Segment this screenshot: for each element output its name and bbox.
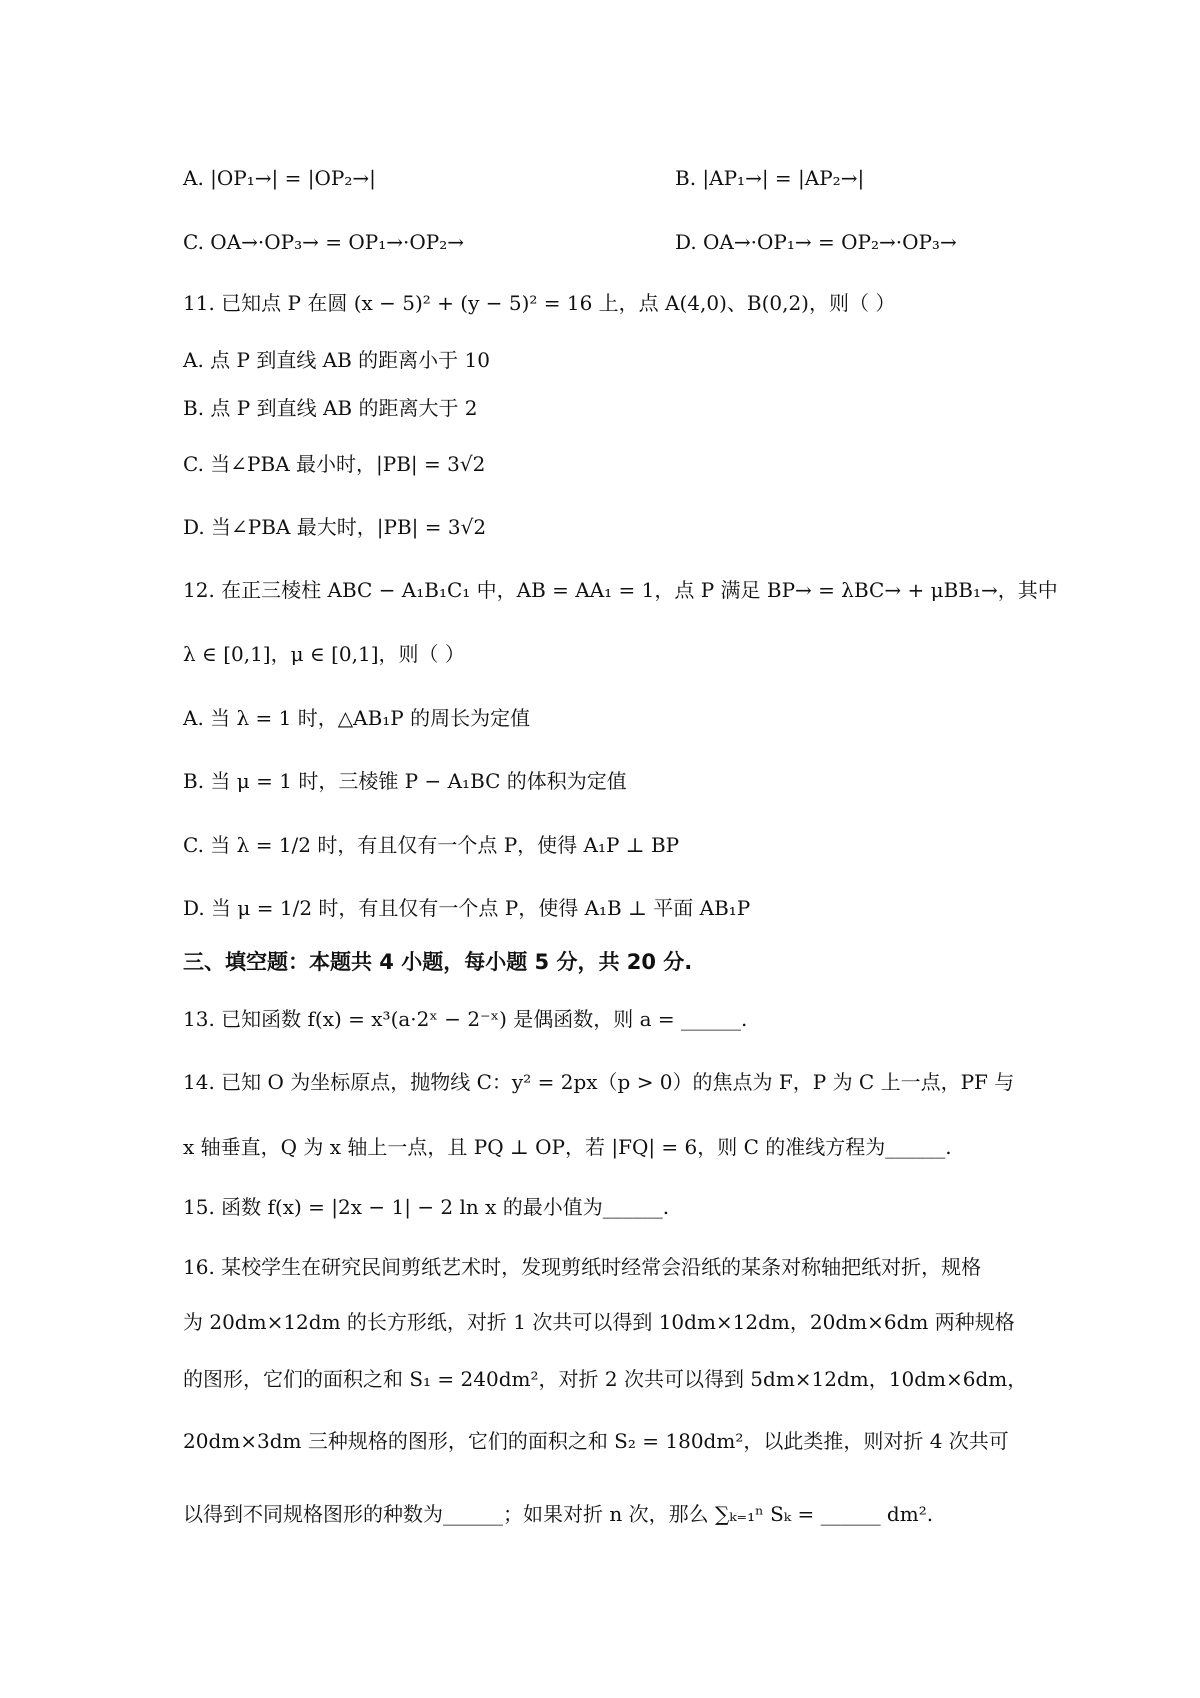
q13: 13. 已知函数 f(x) = x³(a·2ˣ − 2⁻ˣ) 是偶函数，则 a = ______. <box>183 1007 748 1031</box>
section3-heading: 三、填空题：本题共 4 小题，每小题 5 分，共 20 分. <box>183 950 693 974</box>
q12-stem-line1: 12. 在正三棱柱 ABC − A₁B₁C₁ 中，AB = AA₁ = 1，点 P 满足 BP→ = λBC→ + μBB₁→，其中 <box>183 578 1058 602</box>
q16-line4: 20dm×3dm 三种规格的图形，它们的面积之和 S₂ = 180dm²，以此类推，则对折 4 次共可 <box>183 1429 1009 1453</box>
q16-line1: 16. 某校学生在研究民间剪纸艺术时，发现剪纸时经常会沿纸的某条对称轴把纸对折，规格 <box>183 1255 982 1279</box>
q14-line1: 14. 已知 O 为坐标原点，抛物线 C：y² = 2px（p > 0）的焦点为 F，P 为 C 上一点，PF 与 <box>183 1070 1015 1094</box>
q11-stem: 11. 已知点 P 在圆 (x − 5)² + (y − 5)² = 16 上，点 A(4,0)、B(0,2)，则（ ） <box>183 291 896 315</box>
q11-option-c: C. 当∠PBA 最小时，|PB| = 3√2 <box>183 452 486 476</box>
q12-option-a: A. 当 λ = 1 时，△AB₁P 的周长为定值 <box>183 706 531 730</box>
q11-option-b: B. 点 P 到直线 AB 的距离大于 2 <box>183 396 478 420</box>
q11-option-a: A. 点 P 到直线 AB 的距离小于 10 <box>183 348 490 372</box>
q16-line2: 为 20dm×12dm 的长方形纸，对折 1 次共可以得到 10dm×12dm，20dm×6dm 两种规格 <box>183 1310 1015 1334</box>
q10-option-d: D. OA→·OP₁→ = OP₂→·OP₃→ <box>675 230 957 254</box>
q14-line2: x 轴垂直，Q 为 x 轴上一点，且 PQ ⊥ OP，若 |FQ| = 6，则 C 的准线方程为______. <box>183 1135 952 1159</box>
q10-option-b: B. |AP₁→| = |AP₂→| <box>675 166 865 190</box>
q15: 15. 函数 f(x) = |2x − 1| − 2 ln x 的最小值为______. <box>183 1195 670 1219</box>
q12-option-c: C. 当 λ = 1/2 时，有且仅有一个点 P，使得 A₁P ⊥ BP <box>183 833 680 857</box>
q12-option-b: B. 当 μ = 1 时，三棱锥 P − A₁BC 的体积为定值 <box>183 769 627 793</box>
q16-line5: 以得到不同规格图形的种数为______；如果对折 n 次，那么 ∑ₖ₌₁ⁿ Sₖ = ______ dm². <box>183 1502 934 1526</box>
q10-option-c: C. OA→·OP₃→ = OP₁→·OP₂→ <box>183 230 464 254</box>
q12-stem-line2: λ ∈ [0,1]，μ ∈ [0,1]，则（ ） <box>183 642 465 666</box>
q11-option-d: D. 当∠PBA 最大时，|PB| = 3√2 <box>183 515 487 539</box>
q10-option-a: A. |OP₁→| = |OP₂→| <box>183 166 376 190</box>
q12-option-d: D. 当 μ = 1/2 时，有且仅有一个点 P，使得 A₁B ⊥ 平面 AB₁P <box>183 896 751 920</box>
q16-line3: 的图形，它们的面积之和 S₁ = 240dm²，对折 2 次共可以得到 5dm×12dm，10dm×6dm， <box>183 1367 1028 1391</box>
